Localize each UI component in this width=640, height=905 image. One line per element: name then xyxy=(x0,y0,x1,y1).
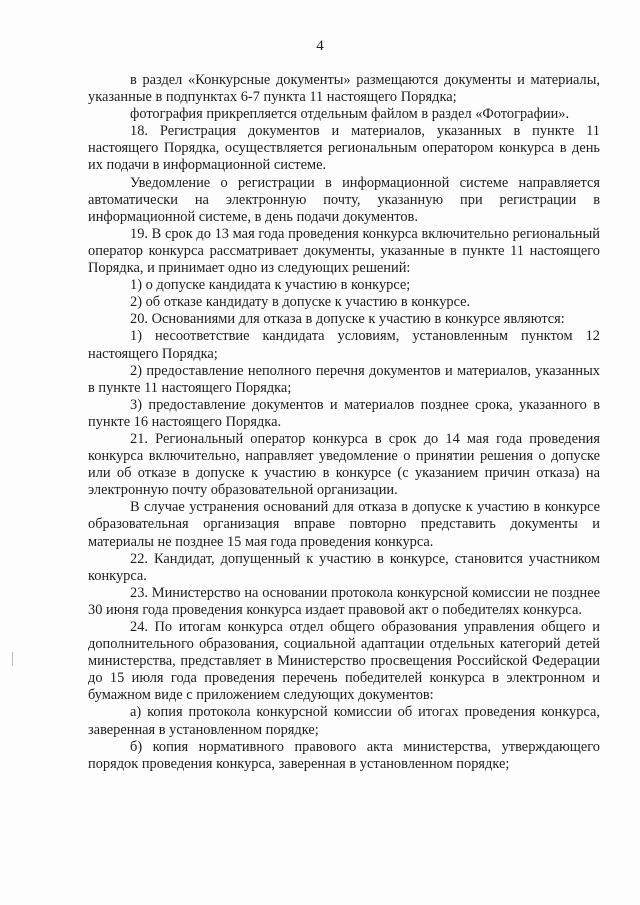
paragraph-21-resubmission: В случае устранения оснований для отказа в допуске к участию в конкурсе образовательная организация вправе повторно представить документы и материалы не позднее 15 мая года проведения конкурса. xyxy=(88,499,600,550)
paragraph-24-item-b: б) копия нормативного правового акта министерства, утверждающего порядок проведения конкурса, заверенная в установленном порядке; xyxy=(88,738,600,772)
margin-mark xyxy=(12,652,13,666)
paragraph-24-results: 24. По итогам конкурса отдел общего образования управления общего и дополнительного образования, социальной адаптации отдельных категорий детей министерства, представляет в Министерство просвещения Российской Федерации до 15 июля года проведения перечень победителей конкурса в электронном и бумажном виде с приложением следующих документов: xyxy=(88,619,600,704)
paragraph-22-participant: 22. Кандидат, допущенный к участию в конкурсе, становится участником конкурса. xyxy=(88,550,600,584)
paragraph-20-refusal-grounds: 20. Основаниями для отказа в допуске к участию в конкурсе являются: xyxy=(130,311,565,328)
paragraph-20-ground-2: 2) предоставление неполного перечня документов и материалов, указанных в пункте 11 настоящего Порядка; xyxy=(88,362,600,396)
paragraph-submission-documents: в раздел «Конкурсные документы» размещаются документы и материалы, указанные в подпунктах 6-7 пункта 11 настоящего Порядка; xyxy=(88,72,600,106)
paragraph-registration-notice: Уведомление о регистрации в информационной системе направляется автоматически на электронную почту, указанную при регистрации в информационной системе, в день подачи документов. xyxy=(88,174,600,225)
paragraph-20-ground-1: 1) несоответствие кандидата условиям, установленным пунктом 12 настоящего Порядка; xyxy=(88,328,600,362)
paragraph-19-decision-refuse: 2) об отказе кандидату в допуске к участию в конкурсе. xyxy=(130,294,471,311)
paragraph-20-ground-3: 3) предоставление документов и материалов позднее срока, указанного в пункте 16 настоящего Порядка. xyxy=(88,396,600,430)
paragraph-21-notification: 21. Региональный оператор конкурса в срок до 14 мая года проведения конкурса включительно, направляет уведомление о принятии решения о допуске или об отказе в допуске к участию в конкурсе (с указанием причин отказа) на электронную почту образовательной организации. xyxy=(88,430,600,499)
page-number: 4 xyxy=(316,38,324,54)
paragraph-18-registration: 18. Регистрация документов и материалов, указанных в пункте 11 настоящего Порядка, осуществляется региональным оператором конкурса в день их подачи в информационной системе. xyxy=(88,123,600,174)
paragraph-24-item-a: а) копия протокола конкурсной комиссии об итогах проведения конкурса, заверенная в установленном порядке; xyxy=(88,704,600,738)
paragraph-19-decision-admit: 1) о допуске кандидата к участию в конкурсе; xyxy=(130,277,411,294)
paragraph-23-winners-act: 23. Министерство на основании протокола конкурсной комиссии не позднее 30 июня года проведения конкурса издает правовой акт о победителях конкурса. xyxy=(88,584,600,618)
paragraph-photo-attachment: фотография прикрепляется отдельным файлом в раздел «Фотографии». xyxy=(130,106,570,123)
document-body xyxy=(88,72,600,773)
paragraph-19-review: 19. В срок до 13 мая года проведения конкурса включительно региональный оператор конкурса рассматривает документы, указанные в пункте 11 настоящего Порядка, и принимает одно из следующих решений: xyxy=(88,225,600,277)
